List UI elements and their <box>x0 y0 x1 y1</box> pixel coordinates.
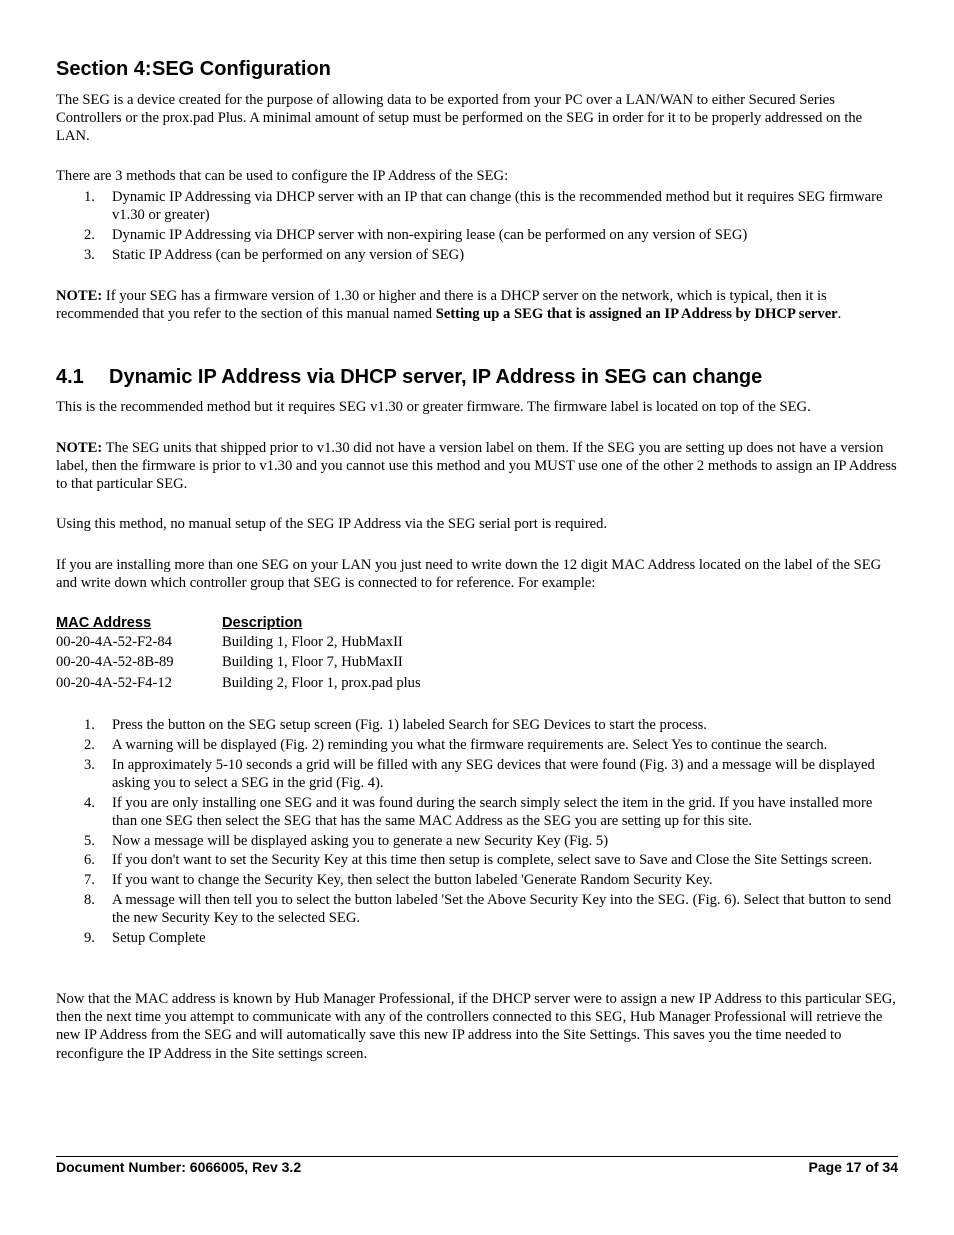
column-header-description: Description <box>222 615 303 631</box>
list-item-text: Now a message will be displayed asking you to generate a new Security Key (Fig. 5) <box>112 832 609 849</box>
list-item-number: 1. <box>84 189 95 205</box>
list-item <box>56 794 898 830</box>
list-item <box>56 246 898 264</box>
table-row <box>56 633 421 653</box>
mac-address-cell: 00-20-4A-52-8B-89 <box>56 654 174 671</box>
list-item <box>56 929 898 947</box>
methods-intro-paragraph: There are 3 methods that can be used to configure the IP Address of the SEG: <box>56 168 509 184</box>
list-item-text: Static IP Address (can be performed on any version of SEG) <box>112 246 465 263</box>
list-item <box>56 736 898 754</box>
subsection-title: Dynamic IP Address via DHCP server, IP Address in SEG can change <box>109 366 763 388</box>
list-item-number: 6. <box>84 852 95 869</box>
document-number: Document Number: 6066005, Rev 3.2 <box>56 1159 302 1175</box>
methods-list <box>56 188 898 266</box>
list-item <box>56 871 898 889</box>
list-item-text: A message will then tell you to select the button labeled 'Set the Above Security Key into the SEG. (Fig. 6). Select that button to send the new Security Key to the selected SEG. <box>112 891 892 927</box>
table-row <box>56 653 421 673</box>
list-item-number: 4. <box>84 794 95 811</box>
list-item <box>56 226 898 244</box>
list-item-number: 7. <box>84 872 95 889</box>
mac-address-table <box>56 613 421 694</box>
page-footer <box>56 1158 898 1176</box>
subsection-note-paragraph <box>56 439 898 494</box>
list-item <box>56 851 898 869</box>
section-title: SEG Configuration <box>152 58 331 80</box>
note-label: NOTE: <box>56 440 103 456</box>
note-text: If your SEG has a firmware version of 1.30 or higher and there is a DHCP server on the network, which is typical, then it is recommended that you refer to the section of this manual named <box>56 288 827 323</box>
list-item-text: If you are only installing one SEG and it was found during the search simply select the item in the grid. If you have installed more than one SEG then select the SEG that has the same MAC Address as the SEG you are setting up for this site. <box>112 794 873 829</box>
subsection-paragraph-2: Using this method, no manual setup of the SEG IP Address via the SEG serial port is required. <box>56 516 608 532</box>
section-number: Section 4: <box>56 58 152 80</box>
list-item-text: If you want to change the Security Key, then select the button labeled 'Generate Random Security Key. <box>112 872 713 889</box>
description-cell: Building 1, Floor 2, HubMaxII <box>222 634 403 651</box>
description-cell: Building 1, Floor 7, HubMaxII <box>222 654 403 671</box>
note-text: The SEG units that shipped prior to v1.30 did not have a version label on them. If the SEG you are setting up does not have a version label, then the firmware is prior to v1.30 and you cannot use this method and you MUST use one of the other 2 methods to assign an IP Address to that particular SEG. <box>56 440 897 493</box>
closing-paragraph: Now that the MAC address is known by Hub Manager Professional, if the DHCP server were to assign a new IP Address to this particular SEG, then the next time you attempt to communicate with any of the controllers connected to this SEG, Hub Manager Professional will retrieve the new IP Address from the SEG and will automatically save this new IP address into the Site Settings. This saves you the time needed to reconfigure the IP Address in the Site settings screen. <box>56 991 896 1062</box>
list-item-number: 9. <box>84 929 95 946</box>
list-item-number: 5. <box>84 832 95 849</box>
list-item <box>56 756 898 792</box>
list-item-number: 8. <box>84 891 95 908</box>
section-note-paragraph <box>56 287 898 323</box>
list-item <box>56 832 898 850</box>
list-item-number: 2. <box>84 736 95 753</box>
mac-address-cell: 00-20-4A-52-F2-84 <box>56 634 172 651</box>
subsection-paragraph-1: This is the recommended method but it requires SEG v1.30 or greater firmware. The firmware label is located on top of the SEG. <box>56 399 811 415</box>
section-heading <box>56 57 898 81</box>
list-item-number: 3. <box>84 246 95 263</box>
note-end: . <box>837 306 842 323</box>
list-item <box>56 188 898 224</box>
description-cell: Building 2, Floor 1, prox.pad plus <box>222 674 421 691</box>
subsection-heading <box>56 365 898 389</box>
list-item-text: A warning will be displayed (Fig. 2) reminding you what the firmware requirements are. Select Yes to continue the search. <box>112 736 828 753</box>
subsection-number: 4.1 <box>56 366 84 388</box>
list-item-text: Dynamic IP Addressing via DHCP server with an IP that can change (this is the recommended method but it requires SEG firmware v1.30 or greater) <box>112 189 883 224</box>
list-item <box>56 716 898 734</box>
list-item <box>56 891 898 927</box>
subsection-paragraph-3: If you are installing more than one SEG on your LAN you just need to write down the 12 digit MAC Address located on the label of the SEG and write down which controller group that SEG is connected to for reference. For example: <box>56 557 882 592</box>
list-item-text: Dynamic IP Addressing via DHCP server with non-expiring lease (can be performed on any version of SEG) <box>112 227 748 243</box>
section-intro-paragraph: The SEG is a device created for the purpose of allowing data to be exported from your PC over a LAN/WAN to either Secured Series Controllers or the prox.pad Plus. A minimal amount of setup must be performed on the SEG in order for it to be properly addressed on the LAN. <box>56 92 863 145</box>
list-item-number: 3. <box>84 756 95 773</box>
list-item-text: Press the button on the SEG setup screen (Fig. 1) labeled Search for SEG Devices to start the process. <box>112 717 707 733</box>
note-reference: Setting up a SEG that is assigned an IP Address by DHCP server <box>435 306 838 323</box>
footer-divider <box>56 1156 898 1157</box>
list-item-number: 1. <box>84 717 95 733</box>
column-header-mac-address: MAC Address <box>56 615 152 631</box>
setup-steps-list <box>56 716 898 949</box>
note-label: NOTE: <box>56 288 103 304</box>
table-header-row <box>56 613 421 633</box>
list-item-number: 2. <box>84 227 95 243</box>
page-number: Page 17 of 34 <box>808 1159 898 1175</box>
table-row <box>56 674 421 694</box>
mac-address-cell: 00-20-4A-52-F4-12 <box>56 674 172 691</box>
list-item-text: In approximately 5-10 seconds a grid will be filled with any SEG devices that were found (Fig. 3) and a message will be displayed asking you to select a SEG in the grid (Fig. 4). <box>112 756 875 791</box>
list-item-text: If you don't want to set the Security Key at this time then setup is complete, select save to Save and Close the Site Settings screen. <box>112 852 873 869</box>
list-item-text: Setup Complete <box>112 929 206 946</box>
